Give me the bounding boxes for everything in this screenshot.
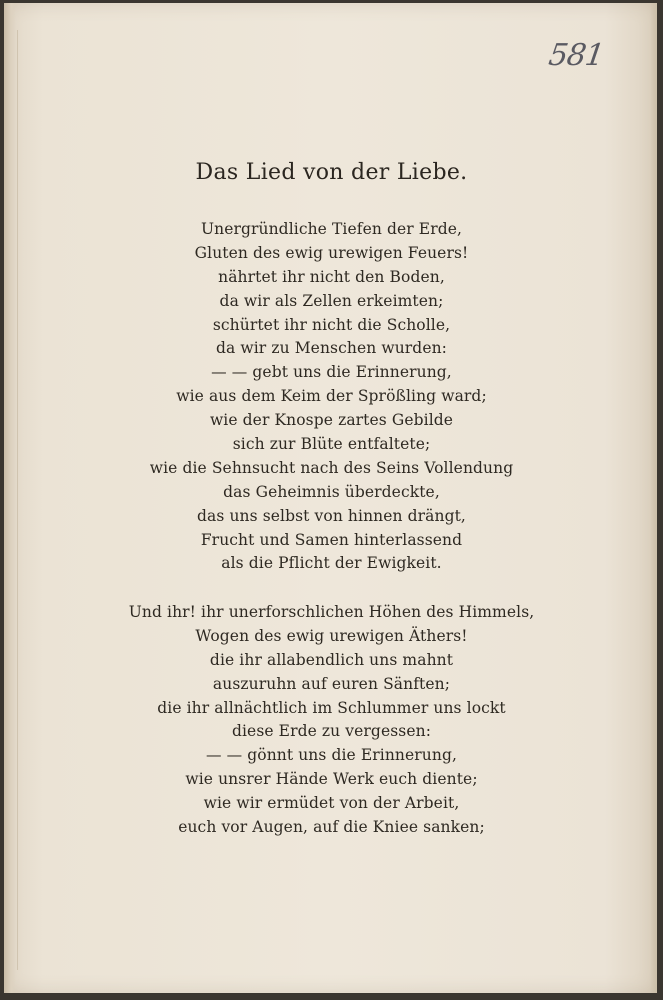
poem-line: als die Pflicht der Ewigkeit. [221,554,442,573]
poem-line: diese Erde zu vergessen: [231,722,432,741]
poem-line: die ihr allnächtlich im Schlummer uns lockt [157,698,506,717]
poem-line: das Geheimnis überdeckte, [223,482,440,501]
poem-line: wie die Sehnsucht nach des Seins Vollendung [149,458,514,477]
poem-line: wie aus dem Keim der Sprößling ward; [176,387,487,406]
poem-line: sich zur Blüte entfaltete; [232,435,431,454]
poem-stanza-1 [0,218,663,576]
poem-line: wie wir ermüdet von der Arbeit, [203,794,460,813]
poem-line: — — gönnt uns die Erinnerung, [206,746,457,765]
poem-line: das uns selbst von hinnen drängt, [197,506,466,525]
poem-line: Wogen des ewig urewigen Äthers! [195,626,468,645]
poem-line: auszuruhn auf euren Sänften; [212,674,451,693]
poem-line: euch vor Augen, auf die Kniee sanken; [178,818,485,837]
poem-line: Und ihr! ihr unerforschlichen Höhen des Himmels, [128,603,535,621]
poem-line: wie unsrer Hände Werk euch diente; [185,770,478,789]
poem-line: da wir zu Menschen wurden: [215,339,447,358]
poem-line: nährtet ihr nicht den Boden, [218,267,445,286]
poem-line: Gluten des ewig urewigen Feuers! [194,243,469,262]
handwritten-page-number: 581 [546,38,606,73]
poem-line: wie der Knospe zartes Gebilde [209,411,454,430]
poem-line: Frucht und Samen hinterlassend [200,530,463,549]
poem-line: da wir als Zellen erkeimten; [219,291,444,310]
poem-line: — — gebt uns die Erinnerung, [211,363,452,382]
poem-line: die ihr allabendlich uns mahnt [209,650,454,669]
poem-line: schürtet ihr nicht die Scholle, [212,315,451,334]
poem-title: Das Lied von der Liebe. [195,160,468,185]
poem-stanza-2 [0,601,663,840]
poem-line: Unergründliche Tiefen der Erde, [200,220,463,238]
